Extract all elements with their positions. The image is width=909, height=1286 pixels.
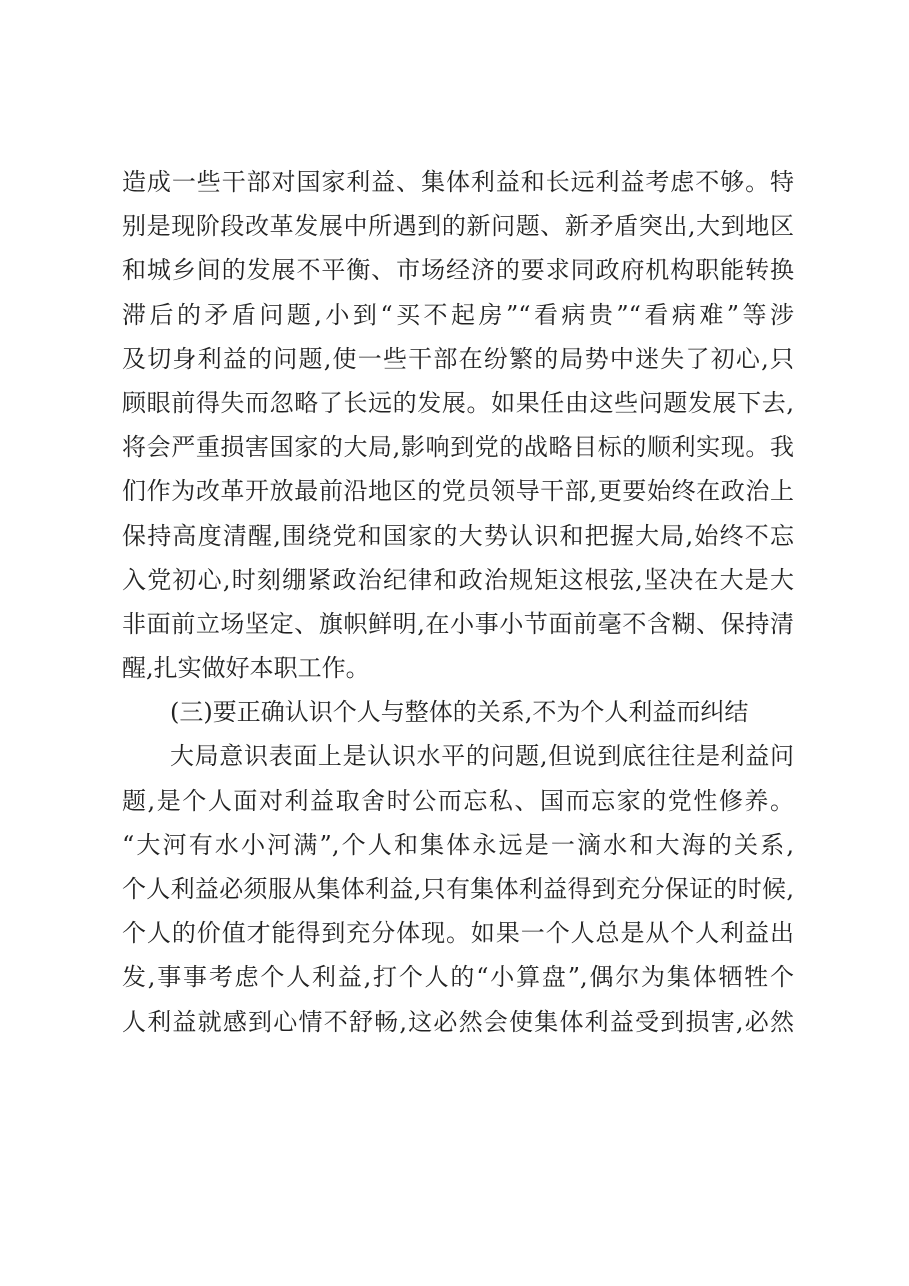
text-line: 发,事事考虑个人利益,打个人的“小算盘”,偶尔为集体牺牲个 [122, 963, 794, 992]
paragraph-2 [122, 734, 794, 1043]
text-line: 醒,扎实做好本职工作。 [122, 654, 370, 683]
text-line: 题,是个人面对利益取舍时公而忘私、国而忘家的党性修养。 [122, 786, 794, 815]
text-line: 大局意识表面上是认识水平的问题,但说到底往往是利益问 [170, 742, 794, 771]
text-line: 非面前立场坚定、旗帜鲜明,在小事小节面前毫不含糊、保持清 [122, 609, 794, 638]
text-line: 及切身利益的问题,使一些干部在纷繁的局势中迷失了初心,只 [122, 344, 794, 373]
text-line: 们作为改革开放最前沿地区的党员领导干部,更要始终在政治上 [122, 477, 794, 506]
text-line: 保持高度清醒,围绕党和国家的大势认识和把握大局,始终不忘 [122, 521, 794, 550]
section-heading: (三)要正确认识个人与整体的关系,不为个人利益而纠结 [170, 698, 749, 727]
paragraph-1 [122, 160, 794, 690]
text-line: 滞后的矛盾问题,小到“买不起房”“看病贵”“看病难”等涉 [122, 300, 794, 329]
text-line: 将会严重损害国家的大局,影响到党的战略目标的顺利实现。我 [122, 433, 794, 462]
text-line: 和城乡间的发展不平衡、市场经济的要求同政府机构职能转换 [122, 256, 794, 285]
text-line: 别是现阶段改革发展中所遇到的新问题、新矛盾突出,大到地区 [122, 212, 794, 241]
text-line: 个人的价值才能得到充分体现。如果一个人总是从个人利益出 [122, 919, 794, 948]
text-line: 入党初心,时刻绷紧政治纪律和政治规矩这根弦,坚决在大是大 [122, 565, 794, 594]
text-line: 个人利益必须服从集体利益,只有集体利益得到充分保证的时候, [122, 875, 794, 903]
text-line: “大河有水小河满”,个人和集体永远是一滴水和大海的关系, [122, 830, 794, 859]
text-line: 人利益就感到心情不舒畅,这必然会使集体利益受到损害,必然 [122, 1007, 794, 1036]
text-line: 造成一些干部对国家利益、集体利益和长远利益考虑不够。特 [122, 168, 794, 196]
document-body [122, 160, 794, 1044]
text-line: 顾眼前得失而忽略了长远的发展。如果任由这些问题发展下去, [122, 388, 794, 417]
